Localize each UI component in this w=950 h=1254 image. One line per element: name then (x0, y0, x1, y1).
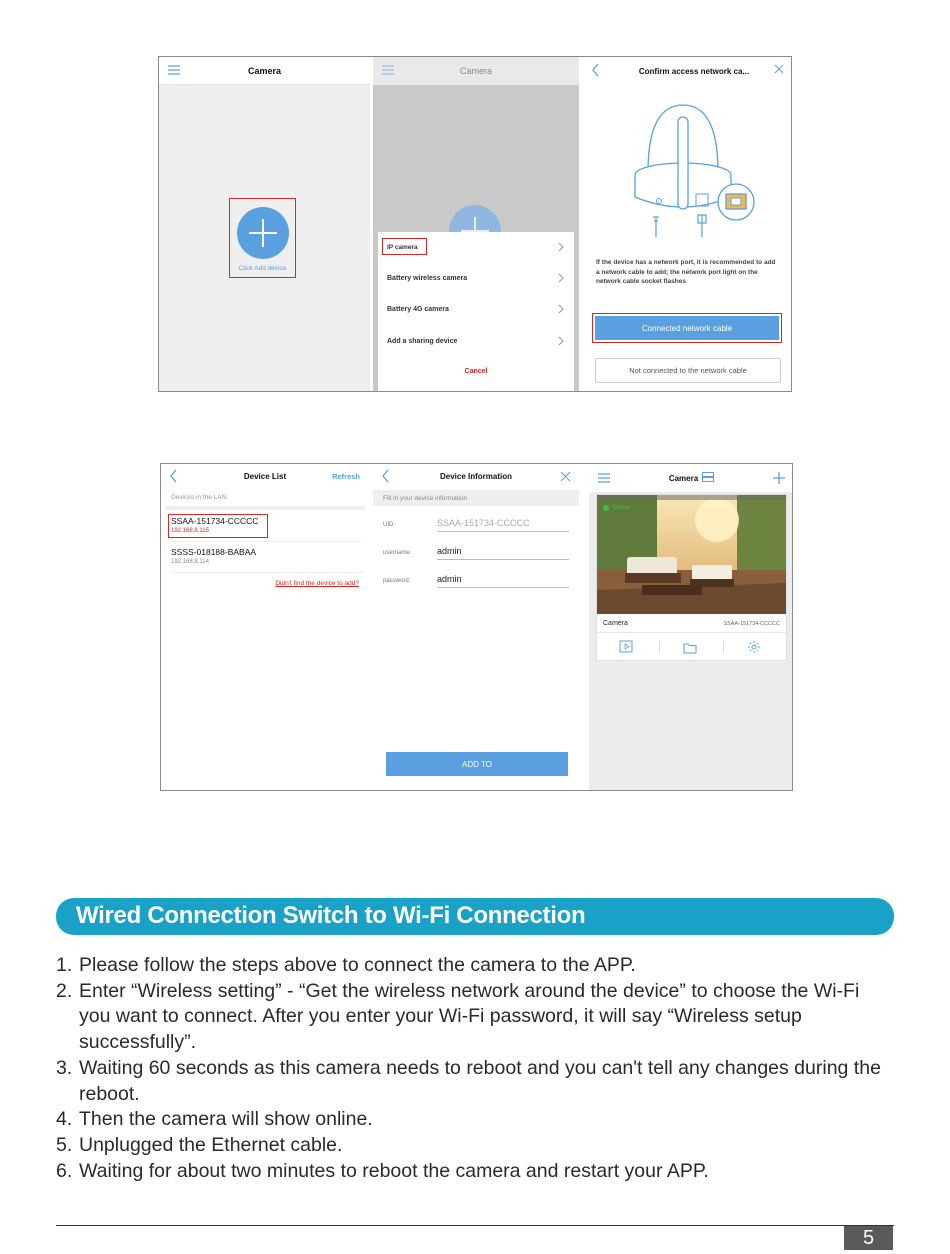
lan-section-label: Devices in the LAN: (171, 494, 229, 501)
panel-title: Camera (247, 65, 282, 76)
step-item: 4. Then the camera will show online. (56, 1108, 373, 1131)
add-device-button[interactable] (237, 207, 289, 259)
menu-icon[interactable] (381, 63, 395, 79)
app-screenshot-add-device (158, 56, 792, 392)
device-list-item[interactable] (171, 547, 363, 573)
add-device-label[interactable]: Click Add device (238, 265, 287, 272)
folder-icon[interactable] (683, 641, 697, 659)
back-icon[interactable] (381, 469, 391, 485)
menu-icon[interactable] (167, 63, 181, 79)
ip-camera-highlight (382, 238, 427, 255)
online-status: Online (603, 505, 629, 511)
camera-network-port-illustration (623, 97, 773, 252)
not-connected-button[interactable]: Not connected to the network cable (595, 358, 781, 383)
cancel-button[interactable]: Cancel (464, 368, 488, 375)
camera-card-divider (597, 632, 786, 633)
panel-title: Device Information (439, 471, 512, 481)
device-not-found-link[interactable]: Didn't find the device to add? (275, 580, 359, 587)
device-ip: 192.168.8.114 (171, 559, 209, 565)
camera-panel-action-sheet (373, 57, 579, 391)
step-item: 3. Waiting 60 seconds as this camera needs to reboot and you can't tell any changes during the reboot. (56, 1056, 881, 1105)
footer-divider (56, 1225, 894, 1226)
add-icon[interactable] (772, 471, 786, 487)
option-ip-camera[interactable]: IP camera (378, 232, 574, 263)
chevron-right-icon (558, 242, 564, 254)
plus-icon (237, 207, 289, 259)
panel-title: Camera (459, 66, 492, 76)
add-to-button[interactable]: ADD TO (386, 752, 568, 776)
form-subtitle: Fill in your device information (373, 490, 579, 506)
panel-title: Device List (243, 471, 287, 481)
camera-uid: SSAA-151734-CCCCC (723, 621, 780, 627)
settings-gear-icon[interactable] (747, 640, 761, 659)
device-name: SSAA-151734-CCCCC (171, 516, 259, 526)
step-item: 2. Enter “Wireless setting” - “Get the wireless network around the device” to choose the Wi-Fi you want to connect. After you enter your Wi-Fi password, it will say “Wireless setup successfully”. (56, 979, 860, 1054)
connected-network-cable-button[interactable]: Connected network cable (595, 316, 779, 340)
action-sheet (378, 232, 574, 391)
section-header (56, 898, 894, 935)
device-list-panel (161, 464, 369, 790)
divider (165, 506, 365, 510)
camera-name: Camera (603, 620, 628, 627)
username-field[interactable]: username: admin (383, 542, 573, 564)
panel-title: Camera (668, 473, 699, 483)
page-number: 5 (844, 1226, 893, 1250)
device-information-panel (373, 464, 579, 790)
close-icon[interactable] (560, 471, 571, 484)
step-item: 5. Unplugged the Ethernet cable. (56, 1133, 343, 1156)
chevron-right-icon (558, 336, 564, 348)
layout-toggle-icon[interactable] (702, 472, 714, 484)
camera-list-panel (589, 464, 793, 790)
option-battery-wireless-camera[interactable]: Battery wireless camera (378, 263, 574, 294)
device-ip: 192.168.8.115 (171, 528, 209, 534)
camera-preview-image (597, 495, 786, 614)
option-battery-4g-camera[interactable]: Battery 4G camera (378, 294, 574, 325)
device-name: SSSS-018188-BABAA (171, 547, 257, 557)
playback-icon[interactable] (619, 640, 633, 658)
section-title: Wired Connection Switch to Wi-Fi Connection (76, 902, 586, 929)
menu-icon[interactable] (597, 471, 611, 487)
step-item: 1. Please follow the steps above to connect the camera to the APP. (56, 954, 636, 976)
back-icon[interactable] (591, 63, 601, 79)
uid-field[interactable]: UID: SSAA-151734-CCCCC (383, 514, 573, 536)
panel-title: Confirm access network ca... (638, 66, 750, 76)
refresh-button[interactable]: Refresh (332, 472, 360, 481)
confirm-network-panel (583, 57, 792, 391)
password-field[interactable]: password: admin (383, 570, 573, 592)
online-dot-icon (603, 505, 609, 511)
instruction-text: If the device has a network port, it is recommended to add a network cable to add; the network port light on the network cable socket flashes (596, 259, 776, 285)
selected-device-highlight (168, 514, 268, 538)
back-icon[interactable] (169, 469, 179, 485)
camera-panel-empty (159, 57, 370, 391)
chevron-right-icon (558, 304, 564, 316)
option-add-sharing-device[interactable]: Add a sharing device (378, 326, 574, 357)
chevron-right-icon (558, 273, 564, 285)
app-screenshot-device-info (160, 463, 793, 791)
close-icon[interactable] (773, 63, 785, 77)
camera-card[interactable] (596, 494, 787, 661)
instruction-steps (56, 953, 896, 1184)
step-item: 6. Waiting for about two minutes to reboot the camera and restart your APP. (56, 1159, 709, 1182)
